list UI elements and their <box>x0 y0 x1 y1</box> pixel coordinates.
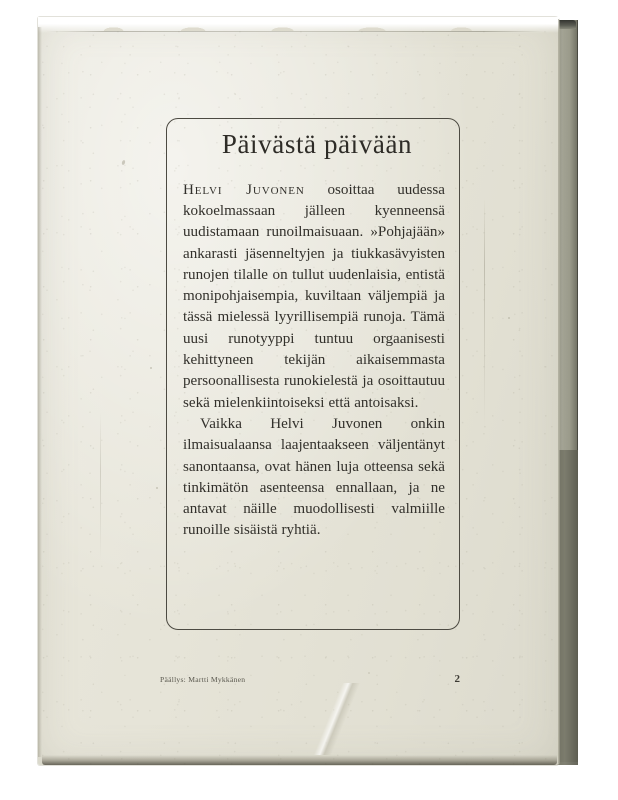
jacket-designer-credit: Päällys: Martti Mykkänen <box>160 675 246 684</box>
paper-blemish <box>150 367 152 369</box>
blurb-paragraph-1 <box>183 180 445 414</box>
blurb-paragraph-1-body: osoittaa uudessa kokoelmassaan jälleen kyenneensä uudistamaan runoilmaisuaan. »Pohjajään» ankarasti jäsenneltyjen ja tiukkasävyisten runojen tilalle on tullut uudenlaisia, entistä monipohjaisempia, kuviltaan väljempiä ja tässä mielessä lyyrillisempiä runoja. Tämä uusi runotyyppi tuntuu orgaanisesti kehittyneen tekijän aikaisemmasta persoonallisesta runokielestä ja osoittautuu sekä mielenkiintoiseksi että antoisaksi. <box>183 181 445 411</box>
author-name-smallcaps: Helvi Juvonen <box>183 181 305 198</box>
blurb-title: Päivästä päivään <box>221 129 413 159</box>
blurb-paragraph-2-body: Vaikka Helvi Juvonen onkin ilmaisualaansa laajentaakseen väljentänyt sanontaansa, ovat hänen luja otteensa sekä tinkimätön asenteensa ennallaan, ja ne antavat näille muodollisesti valmiille runoille sisäistä ryhtiä. <box>183 415 445 539</box>
flap-footer <box>160 673 460 685</box>
left-edge-shading <box>38 27 42 757</box>
paper-blemish <box>508 317 510 319</box>
book-object <box>38 17 578 765</box>
blurb-paragraph-2 <box>183 414 445 542</box>
book-board-edge <box>556 20 578 762</box>
paper-blemish <box>156 487 158 489</box>
top-edge-crease-line <box>46 31 543 32</box>
page-number: 2 <box>454 673 460 685</box>
paper-fold-crease <box>274 683 394 755</box>
board-edge-shadow <box>556 450 578 765</box>
paper-scratch <box>100 412 101 562</box>
worn-bottom-edge <box>42 755 557 765</box>
paper-scratch <box>484 197 485 427</box>
dust-jacket-flap <box>38 17 559 765</box>
flap-fold-line <box>558 19 559 763</box>
blurb-text-block <box>183 130 445 542</box>
board-top-highlight <box>556 20 576 29</box>
